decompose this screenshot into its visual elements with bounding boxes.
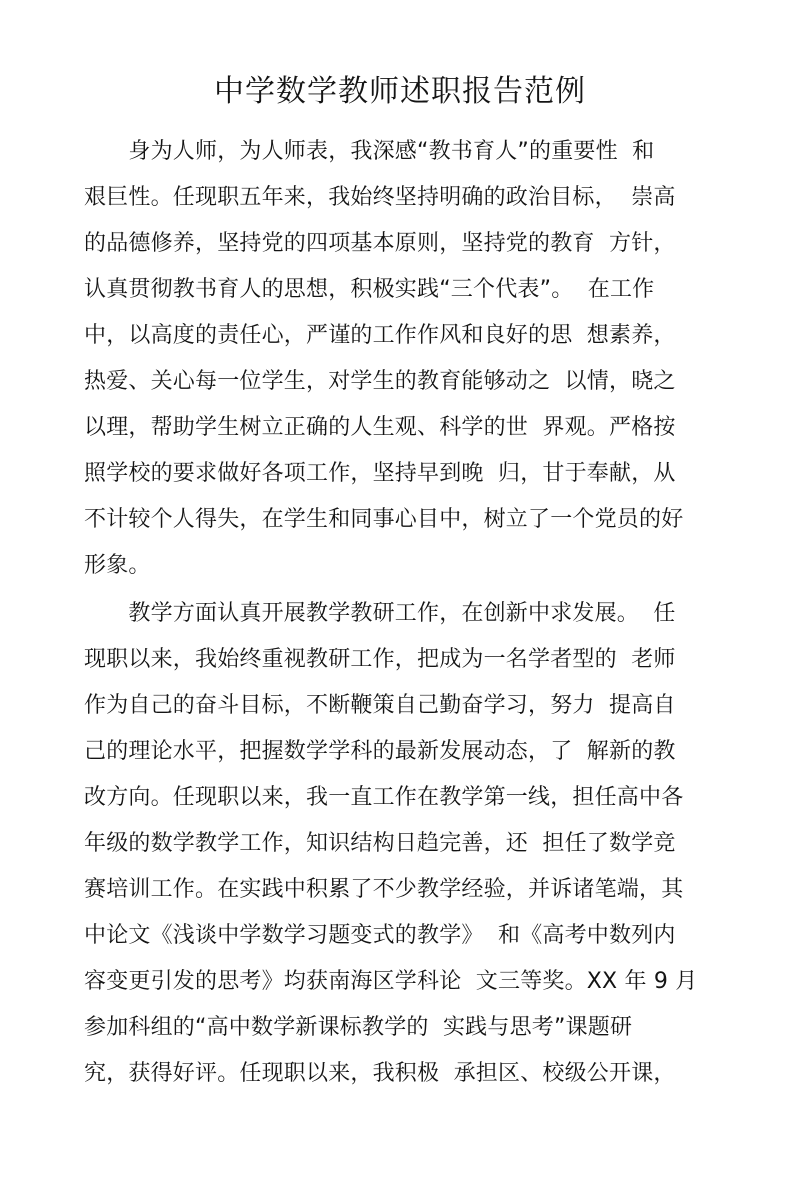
paragraph-2-line-4: 己的理论水平，把握数学学科的最新发展动态，了 解新的教 bbox=[84, 739, 676, 764]
paragraph-2-line-8: 中论文《浅谈中学数学习题变式的教学》 和《高考中数列内 bbox=[84, 923, 676, 948]
paragraph-1-line-3: 的品德修养，坚持党的四项基本原则，坚持党的教育 方针， bbox=[84, 231, 676, 256]
paragraph-2-line-3: 作为自己的奋斗目标，不断鞭策自己勤奋学习，努力 提高自 bbox=[84, 693, 676, 718]
paragraph-2-line-7: 赛培训工作。在实践中积累了不少教学经验，并诉诸笔端，其 bbox=[84, 877, 684, 902]
paragraph-1-line-1: 身为人师，为人师表，我深感“教书育人”的重要性 和 bbox=[84, 139, 655, 164]
document-title: 中学数学教师述职报告范例 bbox=[214, 74, 586, 109]
paragraph-1-line-10: 形象。 bbox=[84, 553, 151, 578]
paragraph-2-line-6: 年级的数学教学工作，知识结构日趋完善，还 担任了数学竞 bbox=[84, 831, 676, 856]
paragraph-1-line-7: 以理，帮助学生树立正确的人生观、科学的世 界观。严格按 bbox=[84, 415, 676, 440]
paragraph-1-line-5: 中，以高度的责任心，严谨的工作作风和良好的思 想素养， bbox=[84, 323, 676, 348]
paragraph-2-line-11: 究，获得好评。任现职以来，我积极 承担区、校级公开课， bbox=[84, 1061, 676, 1086]
paragraph-2-line-9: 容变更引发的思考》均获南海区学科论 文三等奖。XX 年 9 月 bbox=[84, 969, 698, 994]
paragraph-1-line-6: 热爱、关心每一位学生，对学生的教育能够动之 以情，晓之 bbox=[84, 369, 676, 394]
paragraph-2-line-2: 现职以来，我始终重视教研工作，把成为一名学者型的 老师 bbox=[84, 647, 676, 672]
paragraph-2-line-1: 教学方面认真开展教学教研工作，在创新中求发展。 任 bbox=[84, 601, 676, 626]
paragraph-1-line-4: 认真贯彻教书育人的思想，积极实践“三个代表”。 在工作 bbox=[84, 277, 655, 302]
paragraph-2-line-10: 参加科组的“高中数学新课标教学的 实践与思考”课题研 bbox=[84, 1015, 633, 1040]
paragraph-2-line-5: 改方向。任现职以来，我一直工作在教学第一线，担任高中各 bbox=[84, 785, 684, 810]
paragraph-1-line-8: 照学校的要求做好各项工作，坚持早到晚 归，甘于奉献，从 bbox=[84, 461, 676, 486]
paragraph-1-line-2: 艰巨性。任现职五年来，我始终坚持明确的政治目标， 崇高 bbox=[84, 185, 676, 210]
paragraph-1-line-9: 不计较个人得失，在学生和同事心目中，树立了一个党员的好 bbox=[84, 507, 684, 532]
